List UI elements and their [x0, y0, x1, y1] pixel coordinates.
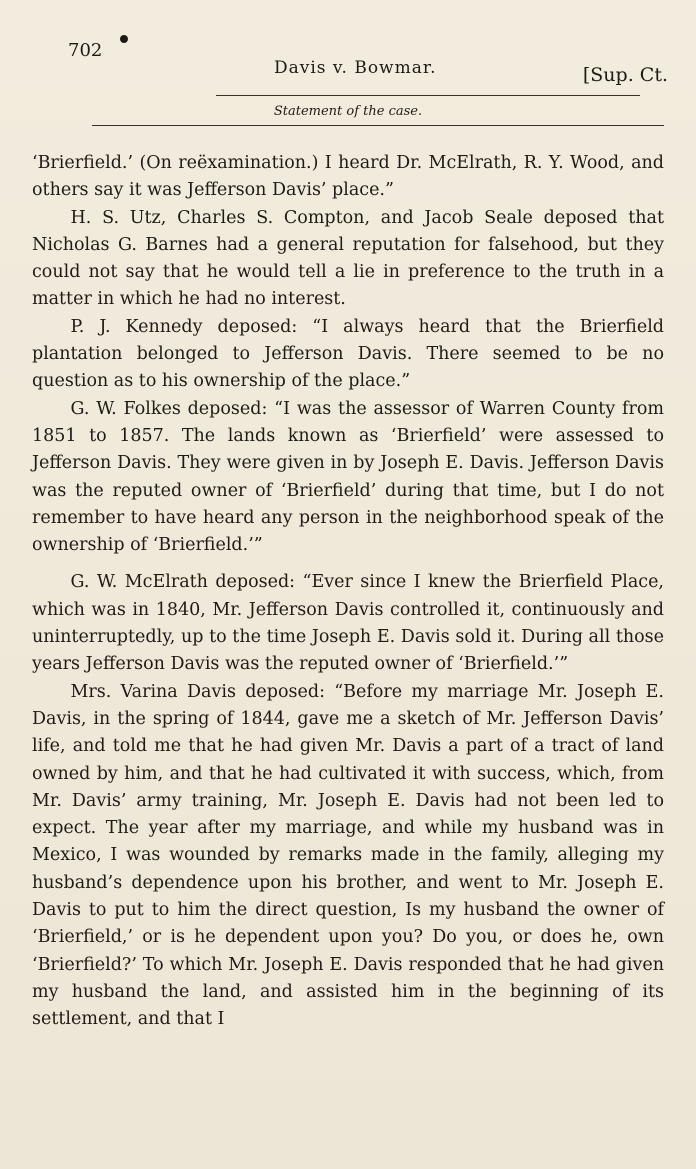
- page-number: 702: [68, 40, 103, 61]
- paragraph: ‘Brierfield.’ (On reëxamination.) I heard Dr. McElrath, R. Y. Wood, and others say it was Jefferson Davis’ place.”: [32, 153, 664, 201]
- section-heading: Statement of the case.: [273, 104, 423, 119]
- running-header: [68, 40, 668, 88]
- paragraph: G. W. McElrath deposed: “Ever since I knew the Brierfield Place, which was in 1840, Mr. Jefferson Davis controlled it, continuously and uninterruptedly, up to the time Joseph E. Davis sold it. During all those years Jefferson Davis was the reputed owner of ‘Brierfield.’”: [32, 572, 664, 675]
- body-text: [32, 150, 664, 1034]
- paragraph: H. S. Utz, Charles S. Compton, and Jacob Seale deposed that Nicholas G. Barnes had a general reputation for falsehood, but they could not say that he would tell a lie in preference to the truth in a matter in which he had no interest.: [32, 207, 664, 310]
- header-rule: [216, 95, 640, 96]
- case-title: Davis v. Bowmar.: [274, 58, 437, 78]
- heading-rule: [92, 125, 664, 126]
- court-label: [Sup. Ct.: [582, 64, 668, 86]
- paragraph: G. W. Folkes deposed: “I was the assessor of Warren County from 1851 to 1857. The lands known as ‘Brierfield’ were assessed to Jefferson Davis. They were given in by Joseph E. Davis. Jefferson Davis was the reputed owner of ‘Brierfield’ during that time, but I do not remember to have heard any person in the neighborhood speak of the ownership of ‘Brierfield.’”: [32, 398, 664, 556]
- ink-spot: [120, 35, 128, 43]
- paragraph: P. J. Kennedy deposed: “I always heard that the Brierfield plantation belonged to Jefferson Davis. There seemed to be no question as to his ownership of the place.”: [32, 316, 664, 392]
- paragraph: Mrs. Varina Davis deposed: “Before my marriage Mr. Joseph E. Davis, in the spring of 1844, gave me a sketch of Mr. Jefferson Davis’ life, and told me that he had given Mr. Davis a part of a tract of land owned by him, and that he had cultivated it with success, which, from Mr. Davis’ army training, Mr. Joseph E. Davis had not been led to expect. The year after my marriage, and while my husband was in Mexico, I was wounded by remarks made in the family, alleging my husband’s dependence upon his brother, and went to Mr. Joseph E. Davis to put to him the direct question, Is my husband the owner of ‘Brierfield,’ or is he dependent upon you? Do you, or does he, own ‘Brierfield?’ To which Mr. Joseph E. Davis responded that he had given my husband the land, and assisted him in the beginning of its settlement, and that I: [32, 681, 664, 1030]
